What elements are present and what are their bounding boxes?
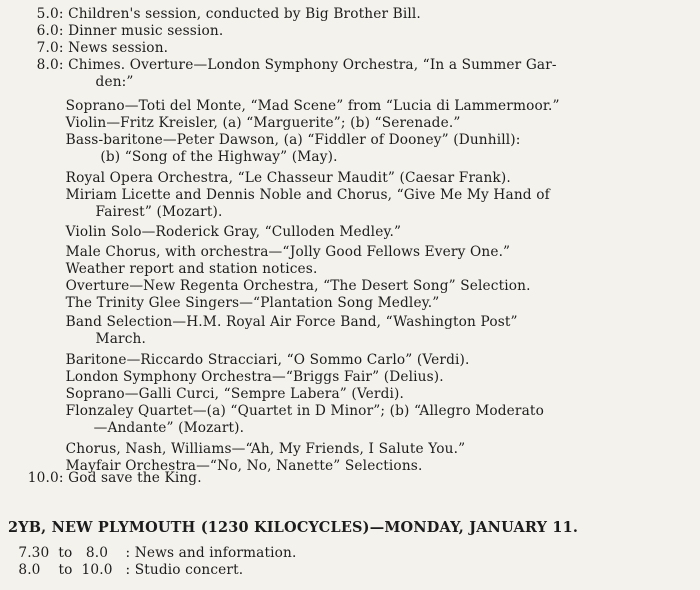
program-text: Weather report and station notices. (65, 261, 318, 277)
schedule-time: 6.0 (36, 23, 59, 39)
schedule-time: 7.0 (36, 40, 59, 56)
program-text: Soprano—Galli Curci, “Sempre Labera” (Verdi). (65, 386, 405, 402)
program-text: Flonzaley Quartet—(a) “Quartet in D Minor”; (b) “Allegro Moderato (65, 403, 544, 419)
closing-time: 10.0 (27, 470, 59, 486)
schedule-time: 5.0 (36, 6, 59, 22)
program-text: London Symphony Orchestra—“Briggs Fair” (Delius). (65, 369, 444, 385)
schedule-text: : News session. (58, 40, 169, 56)
program-text: The Trinity Glee Singers—“Plantation Song Medley.” (65, 295, 440, 311)
program-text: Violin—Fritz Kreisler, (a) “Marguerite”; (b) “Serenade.” (65, 115, 461, 131)
station-schedule-text: : News and information. (125, 545, 297, 561)
program-text: Fairest” (Mozart). (95, 204, 223, 220)
program-text: Male Chorus, with orchestra—“Jolly Good Fellows Every One.” (65, 244, 511, 260)
program-text: Overture—New Regenta Orchestra, “The Desert Song” Selection. (65, 278, 531, 294)
station-schedule-text: : Studio concert. (125, 562, 244, 578)
program-text: Bass-baritone—Peter Dawson, (a) “Fiddler of Dooney” (Dunhill): (65, 132, 521, 148)
program-text: Soprano—Toti del Monte, “Mad Scene” from “Lucia di Lammermoor.” (65, 98, 560, 114)
program-text: (b) “Song of the Highway” (May). (100, 149, 338, 165)
program-text: Baritone—Riccardo Stracciari, “O Sommo Carlo” (Verdi). (65, 352, 470, 368)
program-text: Miriam Licette and Dennis Noble and Chorus, “Give Me My Hand of (65, 187, 550, 203)
program-text: Chorus, Nash, Williams—“Ah, My Friends, I Salute You.” (65, 441, 466, 457)
program-text: Violin Solo—Roderick Gray, “Culloden Medley.” (65, 224, 402, 240)
program-text: Royal Opera Orchestra, “Le Chasseur Maudit” (Caesar Frank). (65, 170, 511, 186)
station-schedule-time: 7.30 to 8.0 (18, 545, 109, 561)
program-text: Mayfair Orchestra—“No, No, Nanette” Selections. (65, 458, 423, 474)
program-text: —Andante” (Mozart). (93, 420, 245, 436)
station-schedule-time: 8.0 to 10.0 (18, 562, 113, 578)
schedule-text: : Chimes. Overture—London Symphony Orchestra, “In a Summer Gar- (58, 57, 557, 73)
schedule-text: : Children's session, conducted by Big Brother Bill. (58, 6, 421, 22)
schedule-time: 8.0 (36, 57, 59, 73)
closing-text: : God save the King. (58, 470, 202, 486)
station-heading: 2YB, NEW PLYMOUTH (1230 KILOCYCLES)—MONDAY, JANUARY 11. (8, 519, 579, 536)
program-text: March. (95, 331, 146, 347)
schedule-text: : Dinner music session. (58, 23, 224, 39)
program-text: Band Selection—H.M. Royal Air Force Band, “Washington Post” (65, 314, 518, 330)
program-text: den:” (95, 74, 134, 90)
